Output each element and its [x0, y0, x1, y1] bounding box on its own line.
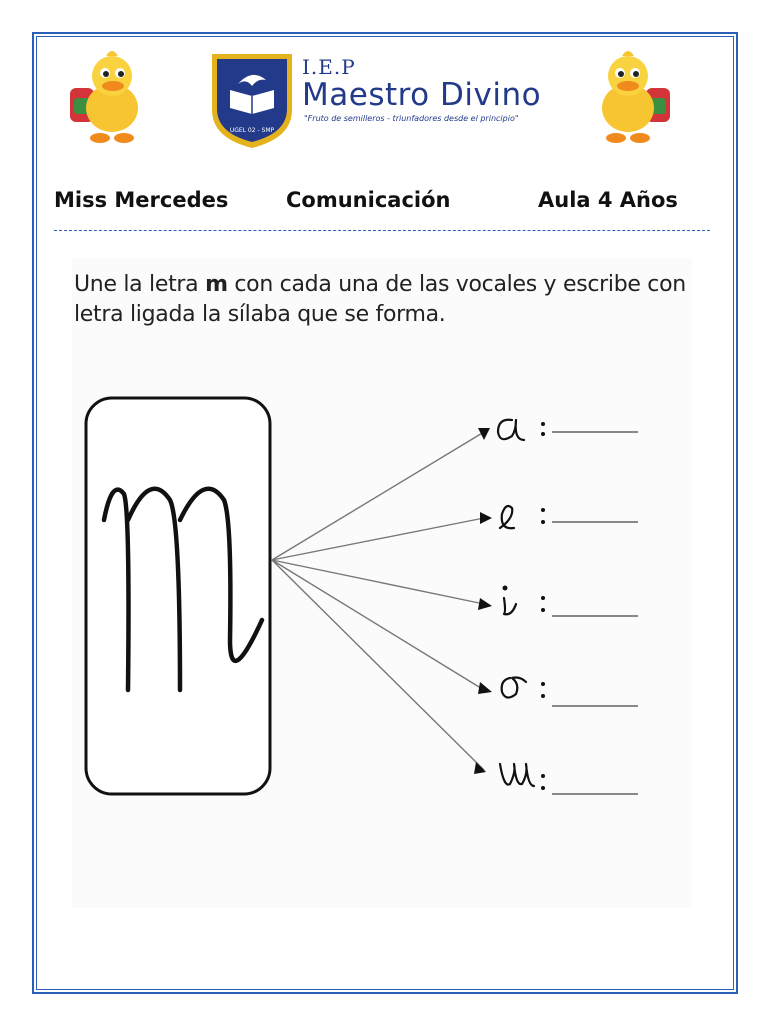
vowel-a-glyph: [498, 420, 524, 440]
institution-name: Maestro Divino: [302, 77, 542, 113]
instruction-end: con cada una de las vocales y escribe con letra ligada la sílaba que se forma.: [74, 272, 686, 327]
arrow-lines: [272, 432, 484, 770]
vowel-u-label: u: [510, 780, 511, 781]
institution-prefix: I.E.P: [302, 55, 356, 79]
vowel-u-glyph: [500, 764, 534, 786]
school-motto: "Fruto de semilleros - triunfadores desde el principio": [304, 114, 519, 123]
teacher-name: Miss Mercedes: [54, 188, 229, 212]
subject-name: Comunicación: [286, 188, 451, 212]
vowel-o-label: o: [510, 694, 511, 695]
vowel-i-label: i: [510, 608, 511, 609]
instruction-start: Une la letra: [74, 272, 206, 297]
vowel-e-label: e: [510, 522, 511, 523]
arrow-head-e: [480, 512, 492, 524]
arrow-head-o: [478, 682, 492, 694]
instruction-letter: m: [205, 272, 228, 297]
arrow-head-u: [474, 762, 486, 774]
crest-label: UGEL 02 - SMP: [229, 127, 275, 134]
arrow-heads: [474, 428, 492, 774]
vowel-dots: [503, 422, 546, 790]
vowel-i-glyph: [504, 598, 516, 614]
classroom-name: Aula 4 Años: [538, 188, 678, 212]
vowel-o-glyph: [502, 678, 526, 698]
vowel-a-label: a: [510, 436, 511, 437]
arrow-head-i: [478, 598, 492, 610]
vowel-e-glyph: [500, 506, 514, 528]
